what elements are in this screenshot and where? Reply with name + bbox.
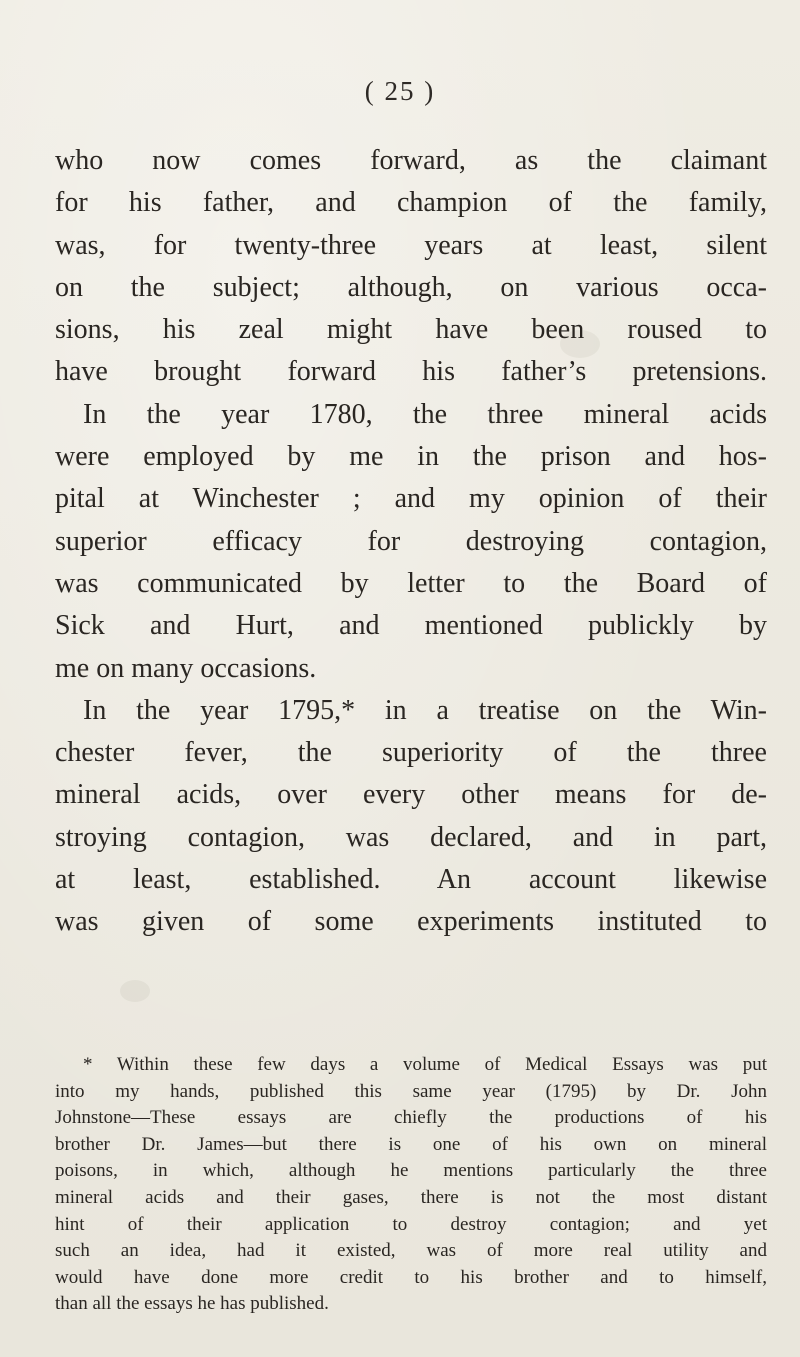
footnote-line: hint of their application to destroy contagion; and yet [55,1213,767,1235]
text-line: In the year 1795,* in a treatise on the Win- [83,694,767,726]
text-line: who now comes forward, as the claimant [55,145,767,176]
text-line: for his father, and champion of the family, [55,187,767,219]
text-line: on the subject; although, on various occa- [55,271,767,303]
text-line: mineral acids, over every other means for de- [55,779,767,811]
text-line: superior efficacy for destroying contagion, [55,525,767,557]
text-line: pital at Winchester ; and my opinion of their [55,483,767,515]
footnote-line: poisons, in which, although he mentions particularly the three [55,1160,767,1182]
text-line: Sick and Hurt, and mentioned publickly by [55,610,767,642]
footnote-line: mineral acids and their gases, there is not the most distant [55,1186,767,1208]
text-line: stroying contagion, was declared, and in part, [55,821,767,853]
text-line: chester fever, the superiority of the three [55,737,767,769]
page-number: ( 25 ) [364,76,436,106]
main-text [55,140,767,944]
text-line: was communicated by letter to the Board of [55,567,767,599]
footnote-line: would have done more credit to his brother and to himself, [55,1266,767,1288]
text-line: were employed by me in the prison and hos- [55,441,767,473]
footnote-line: brother Dr. James—but there is one of his own on mineral [55,1133,767,1155]
text-line: In the year 1780, the three mineral acids [83,398,767,430]
footnote-line: * Within these few days a volume of Medical Essays was put [83,1054,767,1075]
footnote [55,1052,767,1318]
footnote-line: than all the essays he has published. [55,1293,329,1315]
text-line: have brought forward his father’s pretensions. [55,356,767,388]
footnote-line: Johnstone—These essays are chiefly the productions of his [55,1107,767,1129]
text-line: was given of some experiments instituted to [55,906,767,938]
text-line: at least, established. An account likewise [55,864,767,896]
text-line: was, for twenty-three years at least, silent [55,229,767,261]
paper-stain [120,980,150,1002]
text-line: sions, his zeal might have been roused to [55,314,767,346]
text-line: me on many occasions. [55,652,317,684]
footnote-line: into my hands, published this same year (1795) by Dr. John [55,1080,767,1102]
footnote-line: such an idea, had it existed, was of more real utility and [55,1240,767,1262]
